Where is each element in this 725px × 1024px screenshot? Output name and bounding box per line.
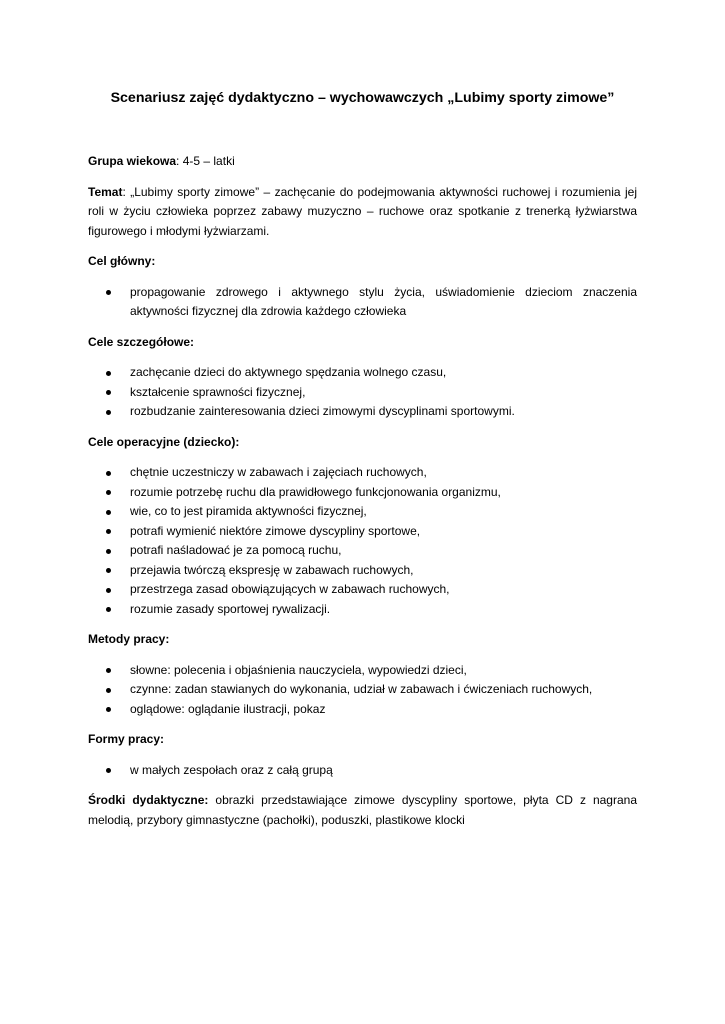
list-item-text: przestrzega zasad obowiązujących w zabawach ruchowych, <box>130 582 450 596</box>
list-item <box>88 483 637 503</box>
list-item-text: słowne: polecenia i objaśnienia nauczyciela, wypowiedzi dzieci, <box>130 662 467 677</box>
list-item <box>88 700 637 720</box>
age-group-separator: : <box>176 154 183 168</box>
bullet-icon <box>106 390 111 395</box>
list-item <box>88 522 637 542</box>
didactic-means-value: obrazki przedstawiające zimowe dyscypliny sportowe, płyta CD z nagrana melodią, przybory gimnastyczne (pachołki), poduszki, plastikowe klocki <box>88 793 638 827</box>
methods-heading: Metody pracy: <box>88 632 170 646</box>
list-item <box>88 283 637 322</box>
bullet-icon <box>106 668 111 673</box>
bullet-icon <box>106 549 111 554</box>
detailed-goals-list <box>88 363 637 422</box>
bullet-icon <box>106 707 111 712</box>
list-item <box>88 661 637 681</box>
main-goal-list <box>88 283 637 322</box>
topic-label: Temat <box>88 184 123 199</box>
list-item-text: rozumie potrzebę ruchu dla prawidłowego funkcjonowania organizmu, <box>130 484 501 499</box>
didactic-means-label: Środki dydaktyczne: <box>88 793 209 807</box>
list-item-text: chętnie uczestniczy w zabawach i zajęciach ruchowych, <box>130 465 427 479</box>
list-item-text: w małych zespołach oraz z całą grupą <box>130 762 333 777</box>
list-item <box>88 561 637 581</box>
list-item <box>88 383 637 403</box>
bullet-icon <box>106 290 111 295</box>
age-group-line <box>88 152 637 172</box>
list-item-text: kształcenie sprawności fizycznej, <box>130 384 306 399</box>
document-title: Scenariusz zajęć dydaktyczno – wychowawczych „Lubimy sporty zimowe” <box>110 90 615 106</box>
operational-goals-heading: Cele operacyjne (dziecko): <box>88 434 240 449</box>
didactic-means-paragraph <box>88 791 637 830</box>
list-item <box>88 363 637 383</box>
list-item-text: zachęcanie dzieci do aktywnego spędzania wolnego czasu, <box>130 365 447 379</box>
bullet-icon <box>106 410 111 415</box>
list-item <box>88 402 637 422</box>
bullet-icon <box>106 371 111 376</box>
list-item-text: rozumie zasady sportowej rywalizacji. <box>130 601 331 616</box>
bullet-icon <box>106 607 111 612</box>
bullet-icon <box>106 510 111 515</box>
list-item-text: rozbudzanie zainteresowania dzieci zimowymi dyscyplinami sportowymi. <box>130 404 515 418</box>
forms-list <box>88 761 637 781</box>
list-item <box>88 680 637 700</box>
bullet-icon <box>106 688 111 693</box>
detailed-goals-heading: Cele szczegółowe: <box>88 334 195 349</box>
age-group-label: Grupa wiekowa <box>88 154 177 168</box>
list-item <box>88 463 637 483</box>
bullet-icon <box>106 490 111 495</box>
list-item-text: czynne: zadan stawianych do wykonania, udział w zabawach i ćwiczeniach ruchowych, <box>130 682 593 696</box>
list-item-text: potrafi wymienić niektóre zimowe dyscypliny sportowe, <box>130 523 421 538</box>
list-item-text: propagowanie zdrowego i aktywnego stylu życia, uświadomienie dzieciom znaczenia aktywności fizycznej dla zdrowia każdego człowieka <box>130 284 637 318</box>
main-goal-heading: Cel główny: <box>88 254 156 268</box>
bullet-icon <box>106 471 111 476</box>
operational-goals-list <box>88 463 637 619</box>
list-item <box>88 502 637 522</box>
list-item-text: przejawia twórczą ekspresję w zabawach ruchowych, <box>130 562 414 577</box>
bullet-icon <box>106 768 111 773</box>
list-item <box>88 600 637 620</box>
list-item-text: oglądowe: oglądanie ilustracji, pokaz <box>130 701 326 716</box>
list-item <box>88 761 637 781</box>
list-item <box>88 541 637 561</box>
methods-list <box>88 661 637 720</box>
age-group-value: 4-5 – latki <box>182 154 235 168</box>
topic-separator: : <box>122 184 131 199</box>
list-item <box>88 580 637 600</box>
topic-value: „Lubimy sporty zimowe” – zachęcanie do podejmowania aktywności ruchowej i rozumienia jej roli w życiu człowieka poprzez zabawy muzyczno – ruchowe oraz spotkanie z trenerką łyżwiarstwa figurowego i młodymi łyżwiarzami. <box>88 184 637 238</box>
forms-heading: Formy pracy: <box>88 732 165 746</box>
bullet-icon <box>106 588 111 593</box>
topic-paragraph <box>88 183 637 242</box>
list-item-text: wie, co to jest piramida aktywności fizycznej, <box>130 504 367 518</box>
bullet-icon <box>106 568 111 573</box>
list-item-text: potrafi naśladować je za pomocą ruchu, <box>130 543 342 557</box>
bullet-icon <box>106 529 111 534</box>
